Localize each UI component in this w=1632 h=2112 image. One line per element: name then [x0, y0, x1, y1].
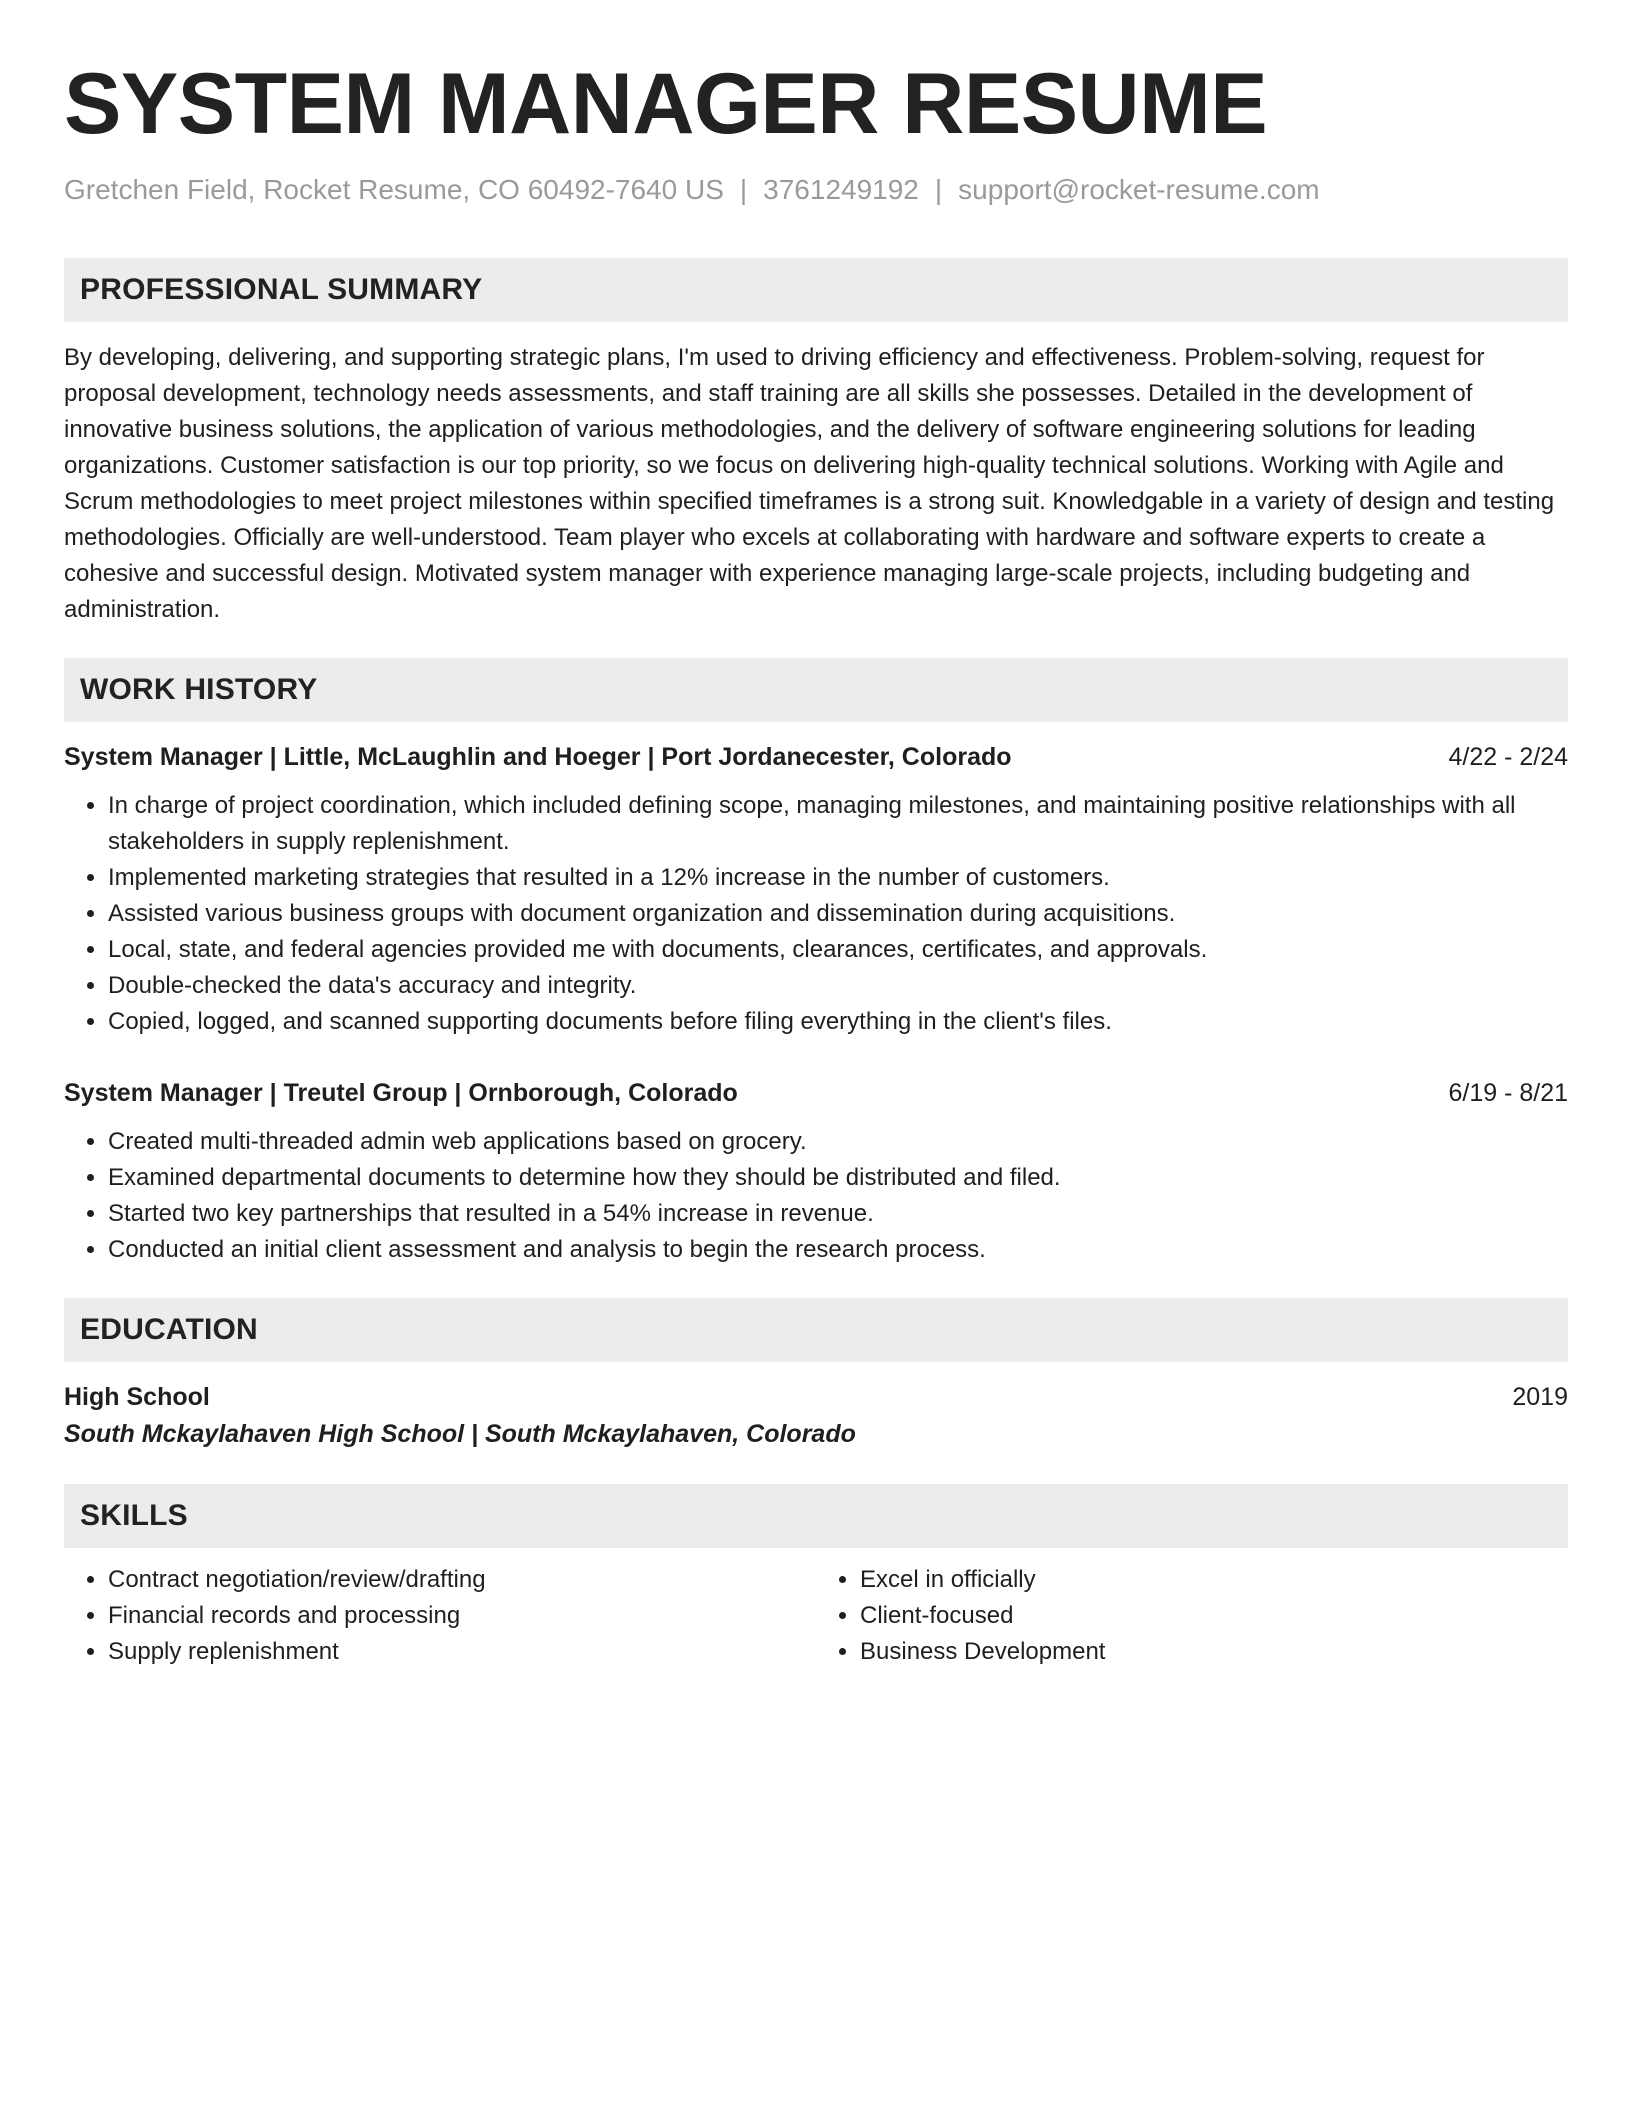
list-item: • Conducted an initial client assessment and analysis to begin the research process. [108, 1232, 1568, 1268]
job-title: System Manager | Treutel Group | Ornborough, Colorado [64, 1079, 738, 1107]
list-item: • Contract negotiation/review/drafting [108, 1562, 816, 1598]
list-item: • Copied, logged, and scanned supporting documents before filing everything in the client's files. [108, 1004, 1568, 1040]
list-item: • Excel in officially [860, 1562, 1568, 1598]
education-year: 2019 [1512, 1383, 1568, 1411]
list-item: • Implemented marketing strategies that resulted in a 12% increase in the number of customers. [108, 860, 1568, 896]
job-entry [64, 1076, 1568, 1268]
list-item: • Examined departmental documents to determine how they should be distributed and filed. [108, 1160, 1568, 1196]
job-header [64, 1076, 1568, 1110]
list-item: • Supply replenishment [108, 1634, 816, 1670]
list-item: • Financial records and processing [108, 1598, 816, 1634]
page-title: SYSTEM MANAGER RESUME [64, 56, 1268, 152]
list-item: • Local, state, and federal agencies provided me with documents, clearances, certificates, and approvals. [108, 932, 1568, 968]
list-item: • Client-focused [860, 1598, 1568, 1634]
skills-column-left [64, 1562, 816, 1670]
list-item: • Double-checked the data's accuracy and integrity. [108, 968, 1568, 1004]
contact-separator: | [739, 174, 748, 205]
job-title: System Manager | Little, McLaughlin and Hoeger | Port Jordanecester, Colorado [64, 743, 1012, 771]
contact-address: Gretchen Field, Rocket Resume, CO 60492-7640 US [64, 174, 724, 205]
contact-email: support@rocket-resume.com [958, 174, 1320, 205]
section-header-skills [64, 1484, 1568, 1548]
section-header-education [64, 1298, 1568, 1362]
list-item: • Started two key partnerships that resulted in a 54% increase in revenue. [108, 1196, 1568, 1232]
job-entry [64, 740, 1568, 1040]
job-bullets [64, 788, 1568, 1040]
job-bullets [64, 1124, 1568, 1268]
section-title: EDUCATION [80, 1313, 258, 1346]
contact-separator: | [934, 174, 943, 205]
school-name: South Mckaylahaven High School | South Mckaylahaven, Colorado [64, 1420, 856, 1448]
education-header [64, 1380, 1568, 1414]
section-header-summary [64, 258, 1568, 322]
section-title: WORK HISTORY [80, 673, 318, 706]
section-title: SKILLS [80, 1499, 188, 1532]
list-item: • In charge of project coordination, which included defining scope, managing milestones, and maintaining positive relationships with all stakeholders in supply replenishment. [108, 788, 1568, 860]
education-entry [64, 1380, 1568, 1454]
job-dates: 4/22 - 2/24 [1448, 743, 1568, 771]
skills-column-right [816, 1562, 1568, 1670]
contact-phone: 3761249192 [763, 174, 919, 205]
skills-list [64, 1562, 1568, 1670]
list-item: • Assisted various business groups with document organization and dissemination during acquisitions. [108, 896, 1568, 932]
list-item: • Business Development [860, 1634, 1568, 1670]
section-title: PROFESSIONAL SUMMARY [80, 273, 483, 306]
section-header-work-history [64, 658, 1568, 722]
contact-line [64, 172, 1568, 208]
job-header [64, 740, 1568, 774]
job-dates: 6/19 - 8/21 [1448, 1079, 1568, 1107]
degree: High School [64, 1383, 210, 1411]
list-item: • Created multi-threaded admin web applications based on grocery. [108, 1124, 1568, 1160]
summary-text: By developing, delivering, and supporting strategic plans, I'm used to driving efficiency and effectiveness. Problem-solving, request for proposal development, technology needs assessments, and staff training are all skills she possesses. Detailed in the development of innovative business solutions, the application of various methodologies, and the delivery of software engineering solutions for leading organizations. Customer satisfaction is our top priority, so we focus on delivering high-quality technical solutions. Working with Agile and Scrum methodologies to meet project milestones within specified timeframes is a strong suit. Knowledgable in a variety of design and testing methodologies. Officially are well-understood. Team player who excels at collaborating with hardware and software experts to create a cohesive and successful design. Motivated system manager with experience managing large-scale projects, including budgeting and administration. [64, 344, 1555, 623]
